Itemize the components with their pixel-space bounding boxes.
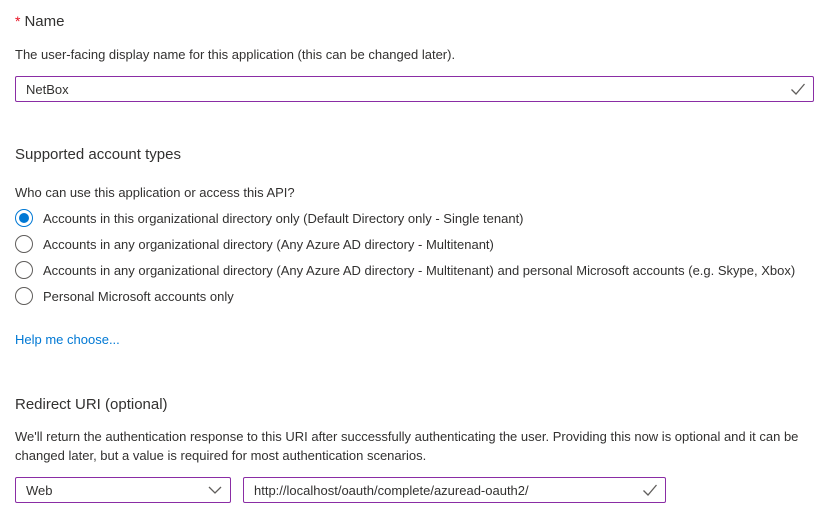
radio-option-multitenant[interactable]: Accounts in any organizational directory (Any Azure AD directory - Multitenant) — [15, 231, 814, 257]
radio-button-icon — [15, 261, 33, 279]
required-asterisk: * — [15, 13, 21, 29]
redirect-uri-description: We'll return the authentication response to this URI after successfully authenticating the user. Providing this now is optional and it can be changed later, but a value is required for most authentication scenarios. — [15, 429, 799, 463]
name-title-text: Name — [24, 13, 65, 30]
account-types-question: Who can use this application or access this API? — [15, 185, 295, 200]
help-link-row — [15, 331, 814, 349]
help-me-choose-link[interactable]: Help me choose... — [15, 332, 120, 347]
app-registration-form — [0, 11, 829, 503]
account-type-radio-group — [15, 205, 814, 309]
name-section-title — [15, 11, 814, 32]
chevron-down-icon — [208, 486, 222, 494]
redirect-uri-title: Redirect URI (optional) — [15, 396, 168, 413]
radio-button-icon — [15, 287, 33, 305]
radio-option-multitenant-personal[interactable]: Accounts in any organizational directory (Any Azure AD directory - Multitenant) and personal Microsoft accounts (e.g. Skype, Xbox) — [15, 257, 814, 283]
redirect-uri-input[interactable] — [243, 477, 666, 503]
radio-option-single-tenant[interactable]: Accounts in this organizational directory only (Default Directory only - Single tenant) — [15, 205, 814, 231]
name-input[interactable] — [15, 76, 814, 102]
platform-select-dropdown[interactable] — [15, 477, 231, 503]
redirect-uri-row — [15, 477, 814, 503]
platform-selected-value: Web — [26, 482, 53, 498]
radio-option-personal-only[interactable]: Personal Microsoft accounts only — [15, 283, 814, 309]
account-types-title: Supported account types — [15, 146, 181, 163]
name-description: The user-facing display name for this application (this can be changed later). — [15, 47, 456, 62]
radio-button-icon — [15, 235, 33, 253]
radio-button-icon — [15, 209, 33, 227]
redirect-uri-field — [243, 477, 666, 503]
name-field — [15, 76, 814, 102]
